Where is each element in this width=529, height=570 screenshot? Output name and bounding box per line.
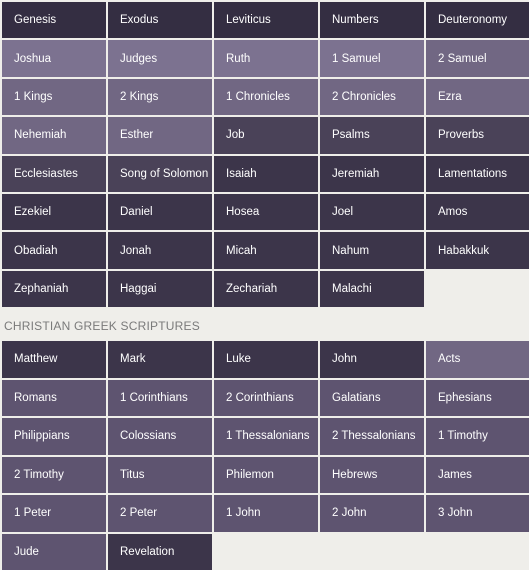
book-hosea[interactable]: Hosea bbox=[214, 194, 318, 230]
book-titus[interactable]: Titus bbox=[108, 457, 212, 494]
book-joel[interactable]: Joel bbox=[320, 194, 424, 230]
book-numbers[interactable]: Numbers bbox=[320, 2, 424, 38]
book-esther[interactable]: Esther bbox=[108, 117, 212, 153]
book-ruth[interactable]: Ruth bbox=[214, 40, 318, 76]
book-1-timothy[interactable]: 1 Timothy bbox=[426, 418, 529, 455]
book-3-john[interactable]: 3 John bbox=[426, 495, 529, 532]
book-2-chronicles[interactable]: 2 Chronicles bbox=[320, 79, 424, 115]
book-psalms[interactable]: Psalms bbox=[320, 117, 424, 153]
book-judges[interactable]: Judges bbox=[108, 40, 212, 76]
book-1-corinthians[interactable]: 1 Corinthians bbox=[108, 380, 212, 417]
book-matthew[interactable]: Matthew bbox=[2, 341, 106, 378]
book-2-thessalonians[interactable]: 2 Thessalonians bbox=[320, 418, 424, 455]
book-2-john[interactable]: 2 John bbox=[320, 495, 424, 532]
book-philippians[interactable]: Philippians bbox=[2, 418, 106, 455]
book-joshua[interactable]: Joshua bbox=[2, 40, 106, 76]
book-luke[interactable]: Luke bbox=[214, 341, 318, 378]
book-zechariah[interactable]: Zechariah bbox=[214, 271, 318, 307]
book-galatians[interactable]: Galatians bbox=[320, 380, 424, 417]
book-song-of-solomon[interactable]: Song of Solomon bbox=[108, 156, 212, 192]
book-jeremiah[interactable]: Jeremiah bbox=[320, 156, 424, 192]
book-john[interactable]: John bbox=[320, 341, 424, 378]
book-ezekiel[interactable]: Ezekiel bbox=[2, 194, 106, 230]
book-ephesians[interactable]: Ephesians bbox=[426, 380, 529, 417]
book-nehemiah[interactable]: Nehemiah bbox=[2, 117, 106, 153]
book-isaiah[interactable]: Isaiah bbox=[214, 156, 318, 192]
book-acts[interactable]: Acts bbox=[426, 341, 529, 378]
section-title-greek: CHRISTIAN GREEK SCRIPTURES bbox=[4, 319, 200, 334]
book-malachi[interactable]: Malachi bbox=[320, 271, 424, 307]
book-lamentations[interactable]: Lamentations bbox=[426, 156, 529, 192]
book-1-chronicles[interactable]: 1 Chronicles bbox=[214, 79, 318, 115]
hebrew-scriptures-grid bbox=[2, 0, 529, 307]
book-nahum[interactable]: Nahum bbox=[320, 232, 424, 268]
book-daniel[interactable]: Daniel bbox=[108, 194, 212, 230]
book-job[interactable]: Job bbox=[214, 117, 318, 153]
book-leviticus[interactable]: Leviticus bbox=[214, 2, 318, 38]
book-habakkuk[interactable]: Habakkuk bbox=[426, 232, 529, 268]
book-1-samuel[interactable]: 1 Samuel bbox=[320, 40, 424, 76]
book-romans[interactable]: Romans bbox=[2, 380, 106, 417]
book-james[interactable]: James bbox=[426, 457, 529, 494]
book-philemon[interactable]: Philemon bbox=[214, 457, 318, 494]
book-micah[interactable]: Micah bbox=[214, 232, 318, 268]
book-colossians[interactable]: Colossians bbox=[108, 418, 212, 455]
book-amos[interactable]: Amos bbox=[426, 194, 529, 230]
book-mark[interactable]: Mark bbox=[108, 341, 212, 378]
book-ezra[interactable]: Ezra bbox=[426, 79, 529, 115]
book-2-timothy[interactable]: 2 Timothy bbox=[2, 457, 106, 494]
book-ecclesiastes[interactable]: Ecclesiastes bbox=[2, 156, 106, 192]
book-1-peter[interactable]: 1 Peter bbox=[2, 495, 106, 532]
book-2-peter[interactable]: 2 Peter bbox=[108, 495, 212, 532]
book-2-kings[interactable]: 2 Kings bbox=[108, 79, 212, 115]
book-1-thessalonians[interactable]: 1 Thessalonians bbox=[214, 418, 318, 455]
book-1-kings[interactable]: 1 Kings bbox=[2, 79, 106, 115]
book-zephaniah[interactable]: Zephaniah bbox=[2, 271, 106, 307]
book-deuteronomy[interactable]: Deuteronomy bbox=[426, 2, 529, 38]
book-jude[interactable]: Jude bbox=[2, 534, 106, 570]
book-hebrews[interactable]: Hebrews bbox=[320, 457, 424, 494]
greek-scriptures-grid bbox=[2, 341, 529, 570]
book-exodus[interactable]: Exodus bbox=[108, 2, 212, 38]
book-genesis[interactable]: Genesis bbox=[2, 2, 106, 38]
book-1-john[interactable]: 1 John bbox=[214, 495, 318, 532]
book-2-corinthians[interactable]: 2 Corinthians bbox=[214, 380, 318, 417]
book-revelation[interactable]: Revelation bbox=[108, 534, 212, 570]
book-obadiah[interactable]: Obadiah bbox=[2, 232, 106, 268]
book-proverbs[interactable]: Proverbs bbox=[426, 117, 529, 153]
book-haggai[interactable]: Haggai bbox=[108, 271, 212, 307]
book-jonah[interactable]: Jonah bbox=[108, 232, 212, 268]
book-2-samuel[interactable]: 2 Samuel bbox=[426, 40, 529, 76]
